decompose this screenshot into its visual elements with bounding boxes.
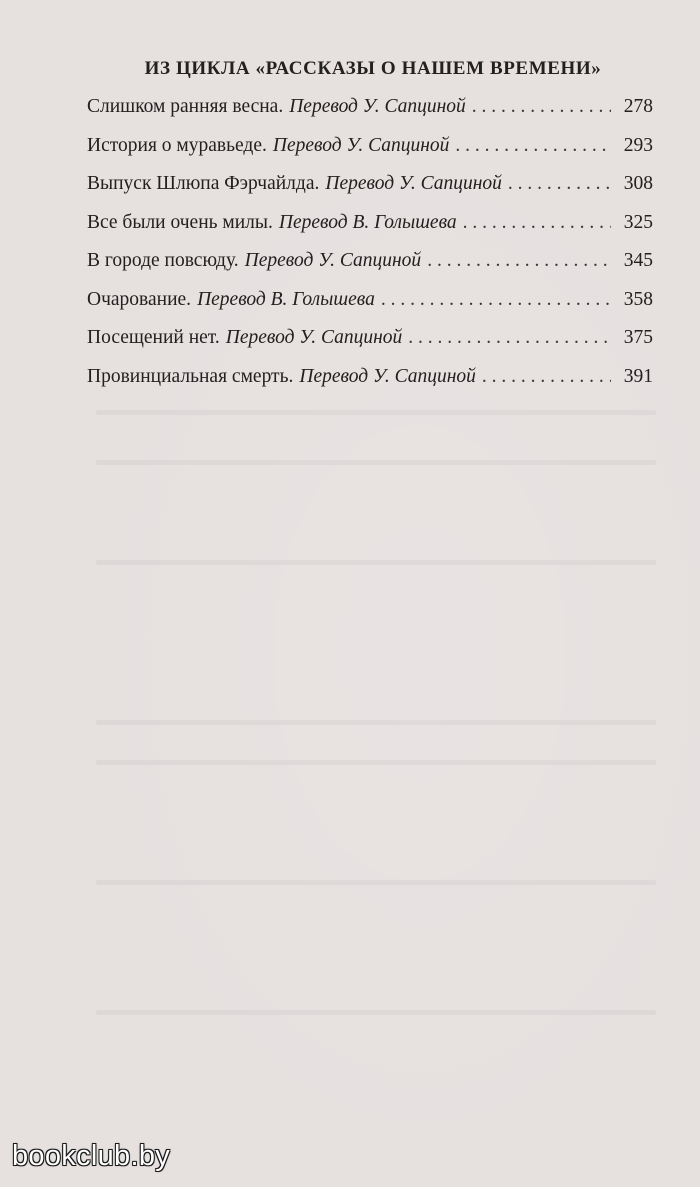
page-number: 325	[623, 211, 653, 233]
story-title: Посещений нет.	[87, 327, 220, 348]
page-number: 345	[623, 250, 653, 271]
show-through-line	[96, 720, 656, 725]
dot-leader	[427, 250, 611, 272]
dot-leader	[472, 96, 611, 118]
translator-credit: Перевод У. Сапциной	[244, 250, 422, 271]
page-number: 308	[623, 173, 653, 194]
dot-leader	[455, 135, 611, 157]
toc-entry	[87, 327, 653, 366]
dot-leader	[381, 289, 611, 311]
show-through-line	[96, 460, 656, 465]
translator-credit: Перевод В. Голышева	[197, 288, 375, 310]
dot-leader	[508, 173, 611, 195]
page-number: 391	[623, 365, 653, 387]
toc-entry	[87, 173, 653, 212]
story-title: Провинциальная смерть.	[87, 365, 294, 387]
toc-entry	[87, 96, 653, 135]
page-number: 375	[623, 327, 653, 348]
show-through-line	[96, 760, 656, 765]
story-title: История о муравьеде.	[87, 134, 267, 156]
story-title: Слишком ранняя весна.	[87, 96, 284, 117]
toc-entry	[87, 289, 653, 328]
page-number: 278	[623, 96, 653, 117]
translator-credit: Перевод У. Сапциной	[325, 173, 502, 194]
page-number: 358	[623, 288, 653, 310]
story-title: В городе повсюду.	[87, 250, 239, 271]
translator-credit: Перевод У. Сапциной	[225, 327, 403, 348]
dot-leader	[482, 366, 611, 388]
translator-credit: Перевод У. Сапциной	[272, 134, 450, 156]
table-of-contents	[87, 96, 653, 404]
page-number: 293	[623, 134, 653, 156]
toc-entry	[87, 212, 653, 251]
dot-leader	[463, 212, 611, 234]
toc-entry	[87, 366, 653, 405]
section-title: ИЗ ЦИКЛА «РАССКАЗЫ О НАШЕМ ВРЕМЕНИ»	[144, 58, 602, 79]
story-title: Выпуск Шлюпа Фэрчайлда.	[87, 173, 320, 194]
show-through-line	[96, 880, 656, 885]
translator-credit: Перевод У. Сапциной	[289, 96, 466, 117]
show-through-line	[96, 1010, 656, 1015]
site-watermark: bookclub.by	[12, 1140, 171, 1172]
story-title: Все были очень милы.	[87, 211, 273, 233]
toc-entry	[87, 135, 653, 174]
show-through-line	[96, 560, 656, 565]
show-through-line	[96, 410, 656, 415]
toc-entry	[87, 250, 653, 289]
dot-leader	[408, 327, 611, 349]
translator-credit: Перевод В. Голышева	[278, 211, 457, 233]
story-title: Очарование.	[87, 288, 192, 310]
translator-credit: Перевод У. Сапциной	[299, 365, 476, 387]
